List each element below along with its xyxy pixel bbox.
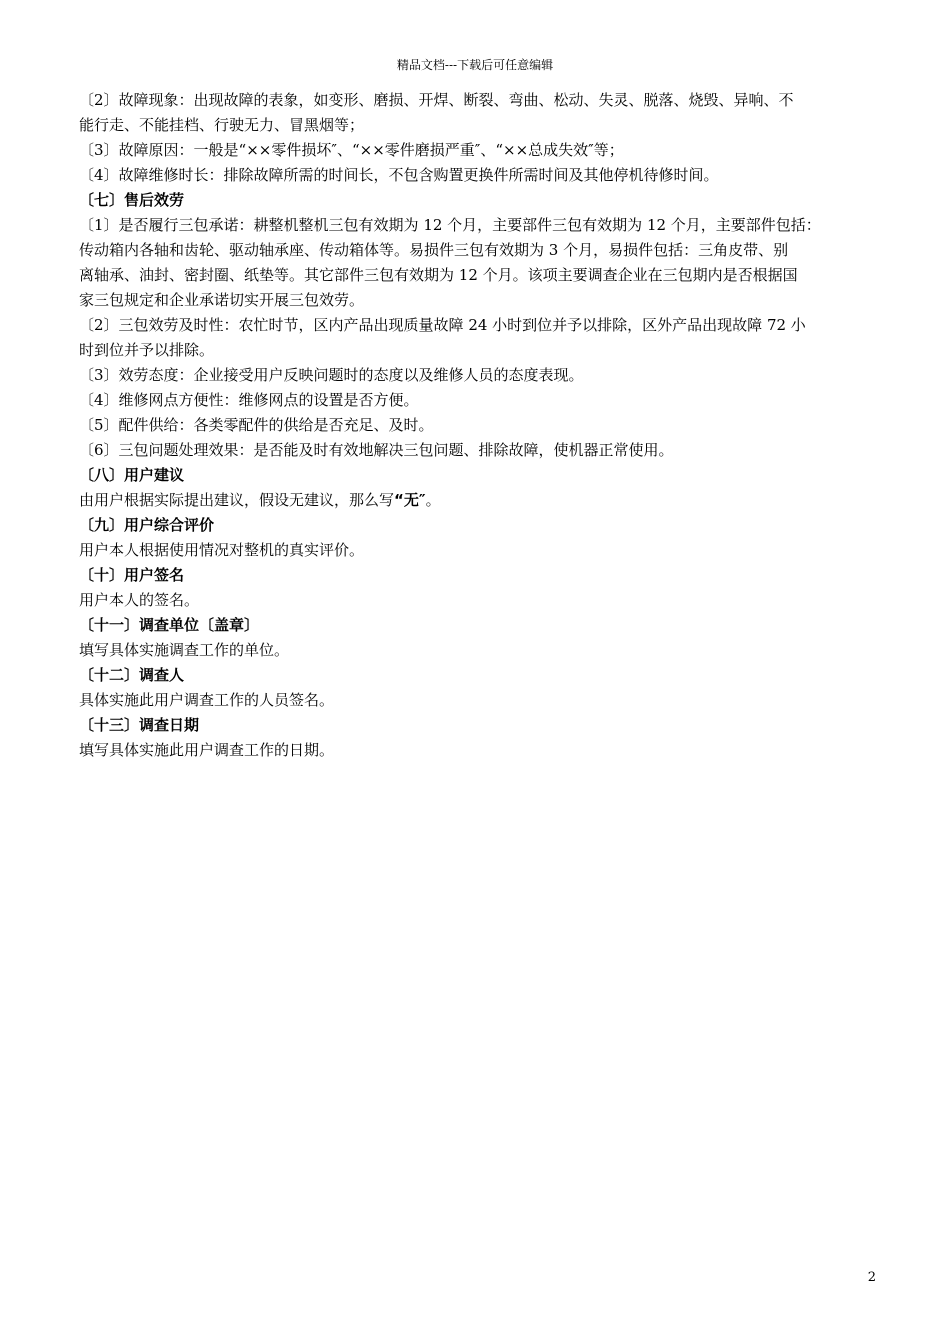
page-header: 精品文档---下载后可任意编辑 [396,58,554,72]
section-heading-7: 〔七〕售后效劳 [79,191,185,209]
fault-phenomenon-line-2: 能行走、不能挂档、行驶无力、冒黑烟等； [79,116,365,134]
warranty-line-3: 离轴承、油封、密封圈、纸垫等。其它部件三包有效期为 12 个月。该项主要调查企业在三包期内是否根据国 [79,266,798,284]
section-heading-11: 〔十一〕调查单位〔盖章〕 [79,616,260,634]
attitude-line: 〔3〕效劳态度：企业接受用户反映问题时的态度以及维修人员的态度表现。 [79,366,584,384]
fault-cause-line: 〔3〕故障原因：一般是“××零件损坏″、“××零件磨损严重″、“××总成失效″等； [79,141,624,159]
fault-phenomenon-line-1: 〔2〕故障现象：出现故障的表象，如变形、磨损、开焊、断裂、弯曲、松动、失灵、脱落、烧毁、异响、不 [79,91,794,109]
network-line: 〔4〕维修网点方便性：维修网点的设置是否方便。 [79,391,419,409]
suggestion-bold: “无″ [394,491,426,509]
signature-line: 用户本人的签名。 [79,591,200,609]
warranty-line-2: 传动箱内各轴和齿轮、驱动轴承座、传动箱体等。易损件三包有效期为 3 个月，易损件包括：三角皮带、别 [79,241,789,259]
section-heading-9: 〔九〕用户综合评价 [79,516,215,534]
timeliness-line-1: 〔2〕三包效劳及时性：农忙时节，区内产品出现质量故障 24 小时到位并予以排除，区外产品出现故障 72 小 [79,316,806,334]
repair-duration-line: 〔4〕故障维修时长：排除故障所需的时间长，不包含购置更换件所需时间及其他停机待修时间。 [79,166,719,184]
suggestion-suffix: 。 [425,491,441,509]
section-heading-8: 〔八〕用户建议 [79,466,185,484]
parts-line: 〔5〕配件供给：各类零配件的供给是否充足、及时。 [79,416,434,434]
effect-line: 〔6〕三包问题处理效果：是否能及时有效地解决三包问题、排除故障，使机器正常使用。 [79,441,674,459]
warranty-line-1: 〔1〕是否履行三包承诺：耕整机整机三包有效期为 12 个月，主要部件三包有效期为 12 个月，主要部件包括： [79,216,821,234]
warranty-line-4: 家三包规定和企业承诺切实开展三包效劳。 [79,291,365,309]
timeliness-line-2: 时到位并予以排除。 [79,341,215,359]
date-line: 填写具体实施此用户调查工作的日期。 [79,741,335,759]
investigator-line: 具体实施此用户调查工作的人员签名。 [79,691,335,709]
suggestion-line [79,488,875,513]
evaluation-line: 用户本人根据使用情况对整机的真实评价。 [79,541,365,559]
suggestion-prefix: 由用户根据实际提出建议，假设无建议，那么写 [79,491,395,509]
section-heading-10: 〔十〕用户签名 [79,566,185,584]
section-heading-13: 〔十三〕调查日期 [79,716,200,734]
unit-line: 填写具体实施调查工作的单位。 [79,641,290,659]
document-body [79,88,875,763]
page-number: 2 [867,1270,876,1285]
section-heading-12: 〔十二〕调查人 [79,666,185,684]
